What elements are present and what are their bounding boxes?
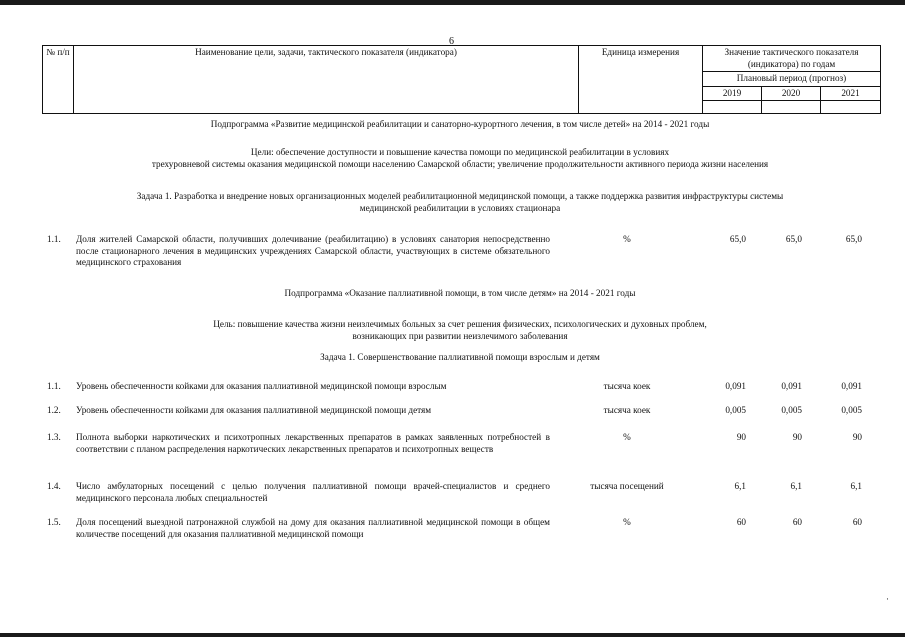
subprogram1-title: Подпрограмма «Развитие медицинской реабилитации и санаторно-курортного лечения, в том числе детей» на 2014 - 2021 годы	[210, 119, 710, 129]
row-value-2021: 60	[852, 517, 862, 527]
row-name: Уровень обеспеченности койками для оказания паллиативной медицинской помощи взрослым	[76, 381, 447, 391]
header-col-num: № п/п	[43, 46, 74, 114]
header-empty	[821, 101, 881, 114]
row-value-2019: 90	[736, 432, 746, 442]
row-value-2019: 65,0	[729, 234, 746, 244]
row-number: 1.2.	[47, 405, 61, 415]
row-name: Доля жителей Самарской области, получивших долечивание (реабилитацию) в условиях санатория непосредственно после стационарного лечения в медицинских учреждениях Самарской области, участвующих в системе обязательного медицинского страхования	[76, 234, 550, 267]
page-number: 6	[449, 36, 454, 47]
row-value-2021: 90	[852, 432, 862, 442]
subprogram2-title: Подпрограмма «Оказание паллиативной помощи, в том числе детям» на 2014 - 2021 годы	[284, 288, 636, 298]
row-value-2020: 65,0	[785, 234, 802, 244]
subprogram1-task-line1: Задача 1. Разработка и внедрение новых организационных моделей реабилитационной медицинской помощи, а также поддержка развития инфраструктуры системы	[136, 191, 784, 201]
row-value-2020: 0,005	[781, 405, 802, 415]
row-value-2021: 0,091	[841, 381, 862, 391]
top-border	[0, 0, 905, 5]
row-number: 1.5.	[47, 517, 61, 527]
row-value-2019: 0,091	[725, 381, 746, 391]
row-name: Число амбулаторных посещений с целью получения паллиативной помощи врачей-специалистов и среднего медицинского персонала любых специальностей	[76, 481, 550, 503]
row-number: 1.1.	[47, 234, 61, 244]
row-unit: тысяча посещений	[590, 481, 664, 491]
subprogram1-task-line2: медицинской реабилитации в условиях стационара	[359, 203, 561, 213]
row-value-2019: 6,1	[734, 481, 746, 491]
row-value-2020: 60	[792, 517, 802, 527]
row-value-2019: 60	[736, 517, 746, 527]
row-value-2021: 65,0	[845, 234, 862, 244]
header-col-name: Наименование цели, задачи, тактического показателя (индикатора)	[74, 46, 579, 114]
subprogram2-goal-line1: Цель: повышение качества жизни неизлечимых больных за счет решения физических, психологических и духовных проблем,	[213, 319, 707, 329]
scan-speck: ·	[886, 594, 889, 604]
header-year-2020: 2020	[762, 86, 821, 101]
subprogram1-goal-line1: Цели: обеспечение доступности и повышение качества помощи по медицинской реабилитации в условиях	[250, 147, 670, 157]
header-year-2019: 2019	[703, 86, 762, 101]
row-unit: тысяча коек	[603, 405, 651, 415]
header-empty	[703, 101, 762, 114]
header-year-2021: 2021	[821, 86, 881, 101]
row-value-2020: 6,1	[790, 481, 802, 491]
subprogram2-task: Задача 1. Совершенствование паллиативной помощи взрослым и детям	[320, 352, 600, 362]
bottom-border	[0, 633, 905, 637]
row-number: 1.1.	[47, 381, 61, 391]
header-col-value: Значение тактического показателя (индикатора) по годам	[703, 46, 881, 72]
row-value-2021: 0,005	[841, 405, 862, 415]
header-col-unit: Единица измерения	[579, 46, 703, 114]
row-number: 1.3.	[47, 432, 61, 442]
row-name: Доля посещений выездной патронажной службой на дому для оказания паллиативной медицинской помощи в общем количестве посещений для оказания паллиативной медицинской помощи	[76, 517, 550, 539]
row-number: 1.4.	[47, 481, 61, 491]
row-value-2021: 6,1	[850, 481, 862, 491]
subprogram1-goal-line2: трехуровневой системы оказания медицинской помощи населению Самарской области; увеличение продолжительности активного периода жизни населения	[151, 159, 769, 169]
row-unit: %	[623, 517, 631, 527]
header-table	[42, 45, 881, 114]
header-col-period: Плановый период (прогноз)	[703, 72, 881, 87]
row-value-2020: 0,091	[781, 381, 802, 391]
row-unit: %	[623, 234, 631, 244]
row-unit: %	[623, 432, 631, 442]
header-empty	[762, 101, 821, 114]
row-value-2020: 90	[792, 432, 802, 442]
row-value-2019: 0,005	[725, 405, 746, 415]
row-name: Полнота выборки наркотических и психотропных лекарственных препаратов в рамках заявленных потребностей в соответствии с планом распределения наркотических лекарственных препаратов и психотропных веществ	[76, 432, 550, 454]
row-unit: тысяча коек	[603, 381, 651, 391]
row-name: Уровень обеспеченности койками для оказания паллиативной медицинской помощи детям	[76, 405, 432, 415]
subprogram2-goal-line2: возникающих при развитии неизлечимого заболевания	[352, 331, 568, 341]
